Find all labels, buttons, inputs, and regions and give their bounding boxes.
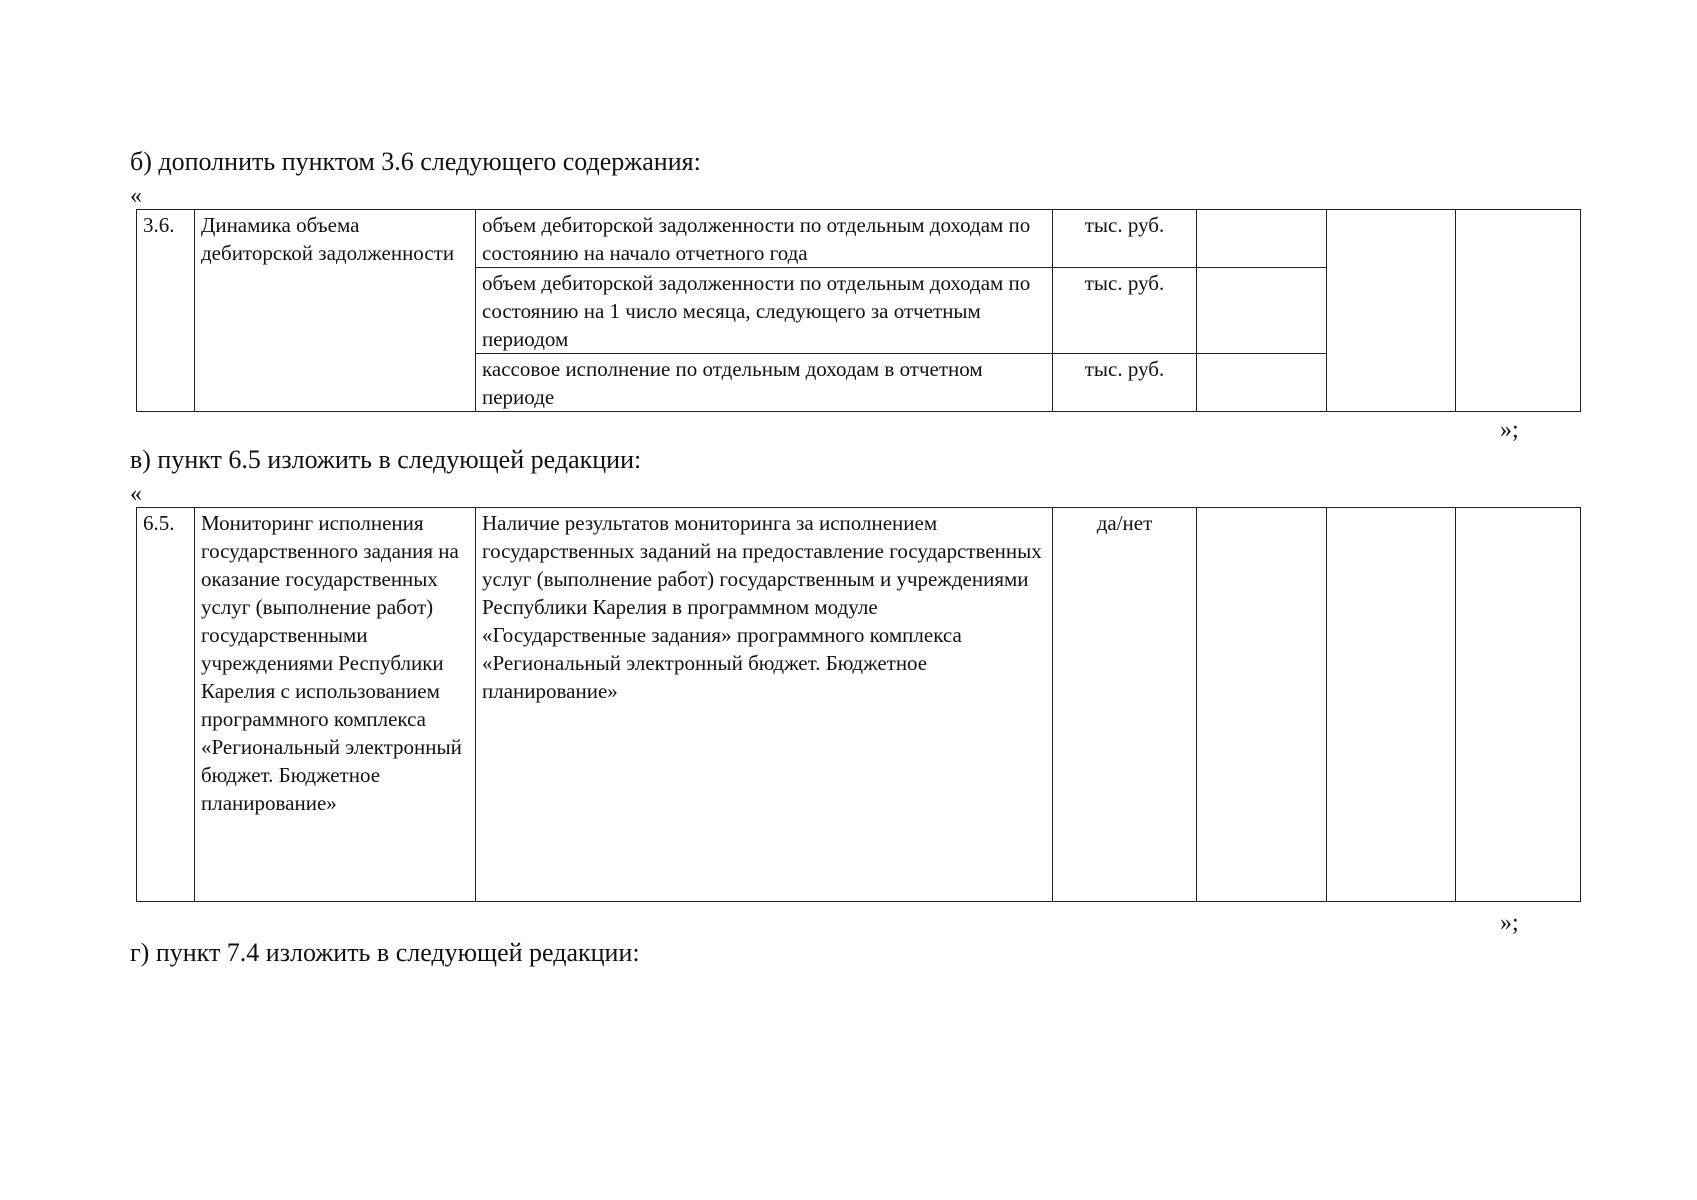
value-cell (1327, 508, 1456, 902)
item-name: Динамика объема дебиторской задолженности (195, 210, 476, 412)
value-cell (1197, 508, 1327, 902)
unit-cell: тыс. руб. (1053, 210, 1197, 268)
table-row (137, 508, 1581, 902)
section-v-heading: в) пункт 6.5 изложить в следующей редакции: (130, 445, 642, 474)
item-name: Мониторинг исполнения государственного задания на оказание государственных услуг (выполнение работ) государственными учреждениями Республики Карелия с использованием программного комплекса «Региональный электронный бюджет. Бюджетное планирование» (195, 508, 476, 902)
value-cell (1456, 210, 1581, 412)
section-g-heading: г) пункт 7.4 изложить в следующей редакции: (130, 938, 640, 967)
value-cell (1197, 210, 1327, 268)
indicator-cell: Наличие результатов мониторинга за исполнением государственных заданий на предоставление государственных услуг (выполнение работ) государственным и учреждениями Республики Карелия в программном модуле «Государственные задания» программного комплекса «Региональный электронный бюджет. Бюджетное планирование» (476, 508, 1053, 902)
section-b-close-quote: »; (1500, 417, 1519, 443)
indicator-cell: объем дебиторской задолженности по отдельным доходам по состоянию на начало отчетного года (476, 210, 1053, 268)
value-cell (1197, 354, 1327, 412)
unit-cell: да/нет (1053, 508, 1197, 902)
section-v-open-quote: « (130, 481, 142, 507)
value-cell (1197, 268, 1327, 354)
table-row (137, 210, 1581, 268)
item-number: 6.5. (137, 508, 195, 902)
unit-cell: тыс. руб. (1053, 354, 1197, 412)
section-v-close-quote: »; (1500, 910, 1519, 936)
indicator-cell: кассовое исполнение по отдельным доходам в отчетном периоде (476, 354, 1053, 412)
indicator-cell: объем дебиторской задолженности по отдельным доходам по состоянию на 1 число месяца, следующего за отчетным периодом (476, 268, 1053, 354)
value-cell (1456, 508, 1581, 902)
item-number: 3.6. (137, 210, 195, 412)
unit-cell: тыс. руб. (1053, 268, 1197, 354)
section-b-heading: б) дополнить пунктом 3.6 следующего содержания: (130, 147, 701, 176)
table-6-5 (136, 507, 1581, 902)
value-cell (1327, 210, 1456, 412)
section-b-open-quote: « (130, 183, 142, 209)
table-3-6 (136, 209, 1581, 412)
